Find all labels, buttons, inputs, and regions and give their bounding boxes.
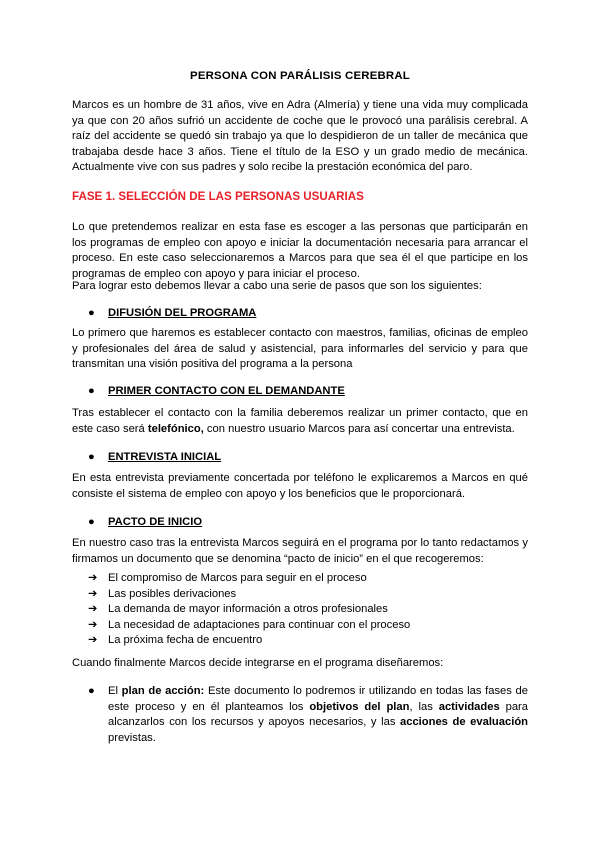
section-heading-difusion: ● DIFUSIÓN DEL PROGRAMA bbox=[88, 307, 257, 319]
list-item: ➔ La demanda de mayor información a otros profesionales bbox=[88, 602, 410, 618]
phase-steps-intro: Para lograr esto debemos llevar a cabo una serie de pasos que son los siguientes: bbox=[72, 280, 482, 292]
plan-bullet bbox=[88, 684, 528, 746]
arrow-icon: ➔ bbox=[88, 618, 98, 631]
page-title: PERSONA CON PARÁLISIS CEREBRAL bbox=[190, 70, 410, 82]
bullet-icon: ● bbox=[88, 685, 95, 697]
phase-paragraph: Lo que pretendemos realizar en esta fase es escoger a las personas que participarán en los programas de empleo con apoyo e iniciar la documentación necesaria para arrancar el proceso. En este caso seleccionaremos a Marcos para que sea él el que participe en los programas de empleo con apoyo y para iniciar el proceso. bbox=[72, 221, 528, 280]
list-item: ➔ El compromiso de Marcos para seguir en el proceso bbox=[88, 571, 410, 587]
phase-heading: FASE 1. SELECCIÓN DE LAS PERSONAS USUARIAS bbox=[72, 190, 364, 203]
bullet-icon: ● bbox=[88, 307, 95, 319]
arrow-icon: ➔ bbox=[88, 603, 98, 616]
bullet-icon: ● bbox=[88, 516, 95, 528]
section-heading-entrevista: ● ENTREVISTA INICIAL bbox=[88, 451, 222, 463]
closing-paragraph: Cuando finalmente Marcos decide integrarse en el programa diseñaremos: bbox=[72, 657, 444, 669]
list-item: ➔ La necesidad de adaptaciones para continuar con el proceso bbox=[88, 618, 410, 634]
pacto-items-list bbox=[88, 571, 410, 649]
bullet-icon: ● bbox=[88, 385, 95, 397]
intro-paragraph: Marcos es un hombre de 31 años, vive en Adra (Almería) y tiene una vida muy complicada ya que con 20 años sufrió un accidente de coche que le provocó una parálisis cerebral. A raíz del accidente se quedó sin trabajo ya que lo despidieron de un taller de mecánica que trabajaba desde hace 3 años. Tiene el título de la ESO y un grado medio de mecánica. Actualmente vive con sus padres y solo recibe la prestación económica del paro. bbox=[72, 99, 528, 174]
section-text-entrevista: En esta entrevista previamente concertada por teléfono le explicaremos a Marcos en qué consiste el sistema de empleo con apoyo y los beneficios que le proporcionará. bbox=[72, 472, 528, 500]
plan-text: El plan de acción: Este documento lo podremos ir utilizando en todas las fases de este proceso y en él planteamos los objetivos del plan, las actividades para alcanzarlos con los recursos y apoyos necesarios, y las acciones de evaluación previstas. bbox=[108, 685, 529, 744]
bullet-icon: ● bbox=[88, 451, 95, 463]
section-heading-pacto: ● PACTO DE INICIO bbox=[88, 516, 203, 528]
arrow-icon: ➔ bbox=[88, 634, 98, 647]
arrow-icon: ➔ bbox=[88, 587, 98, 600]
section-text-difusion: Lo primero que haremos es establecer contacto con maestros, familias, oficinas de empleo y profesionales del área de salud y asistencial, para informarles del servicio y para que transmitan una visión positiva del programa a la persona bbox=[72, 327, 528, 371]
arrow-icon: ➔ bbox=[88, 572, 98, 584]
list-item: ➔ La próxima fecha de encuentro bbox=[88, 633, 410, 649]
section-heading-contacto: ● PRIMER CONTACTO CON EL DEMANDANTE bbox=[88, 385, 345, 397]
list-item: ➔ Las posibles derivaciones bbox=[88, 587, 410, 603]
section-text-pacto: En nuestro caso tras la entrevista Marcos seguirá en el programa por lo tanto redactamos y firmamos un documento que se denomina “pacto de inicio” en el que recogeremos: bbox=[72, 537, 528, 565]
section-text-contacto: Tras establecer el contacto con la familia deberemos realizar un primer contacto, que en este caso será telefónico, con nuestro usuario Marcos para así concertar una entrevista. bbox=[72, 407, 528, 435]
